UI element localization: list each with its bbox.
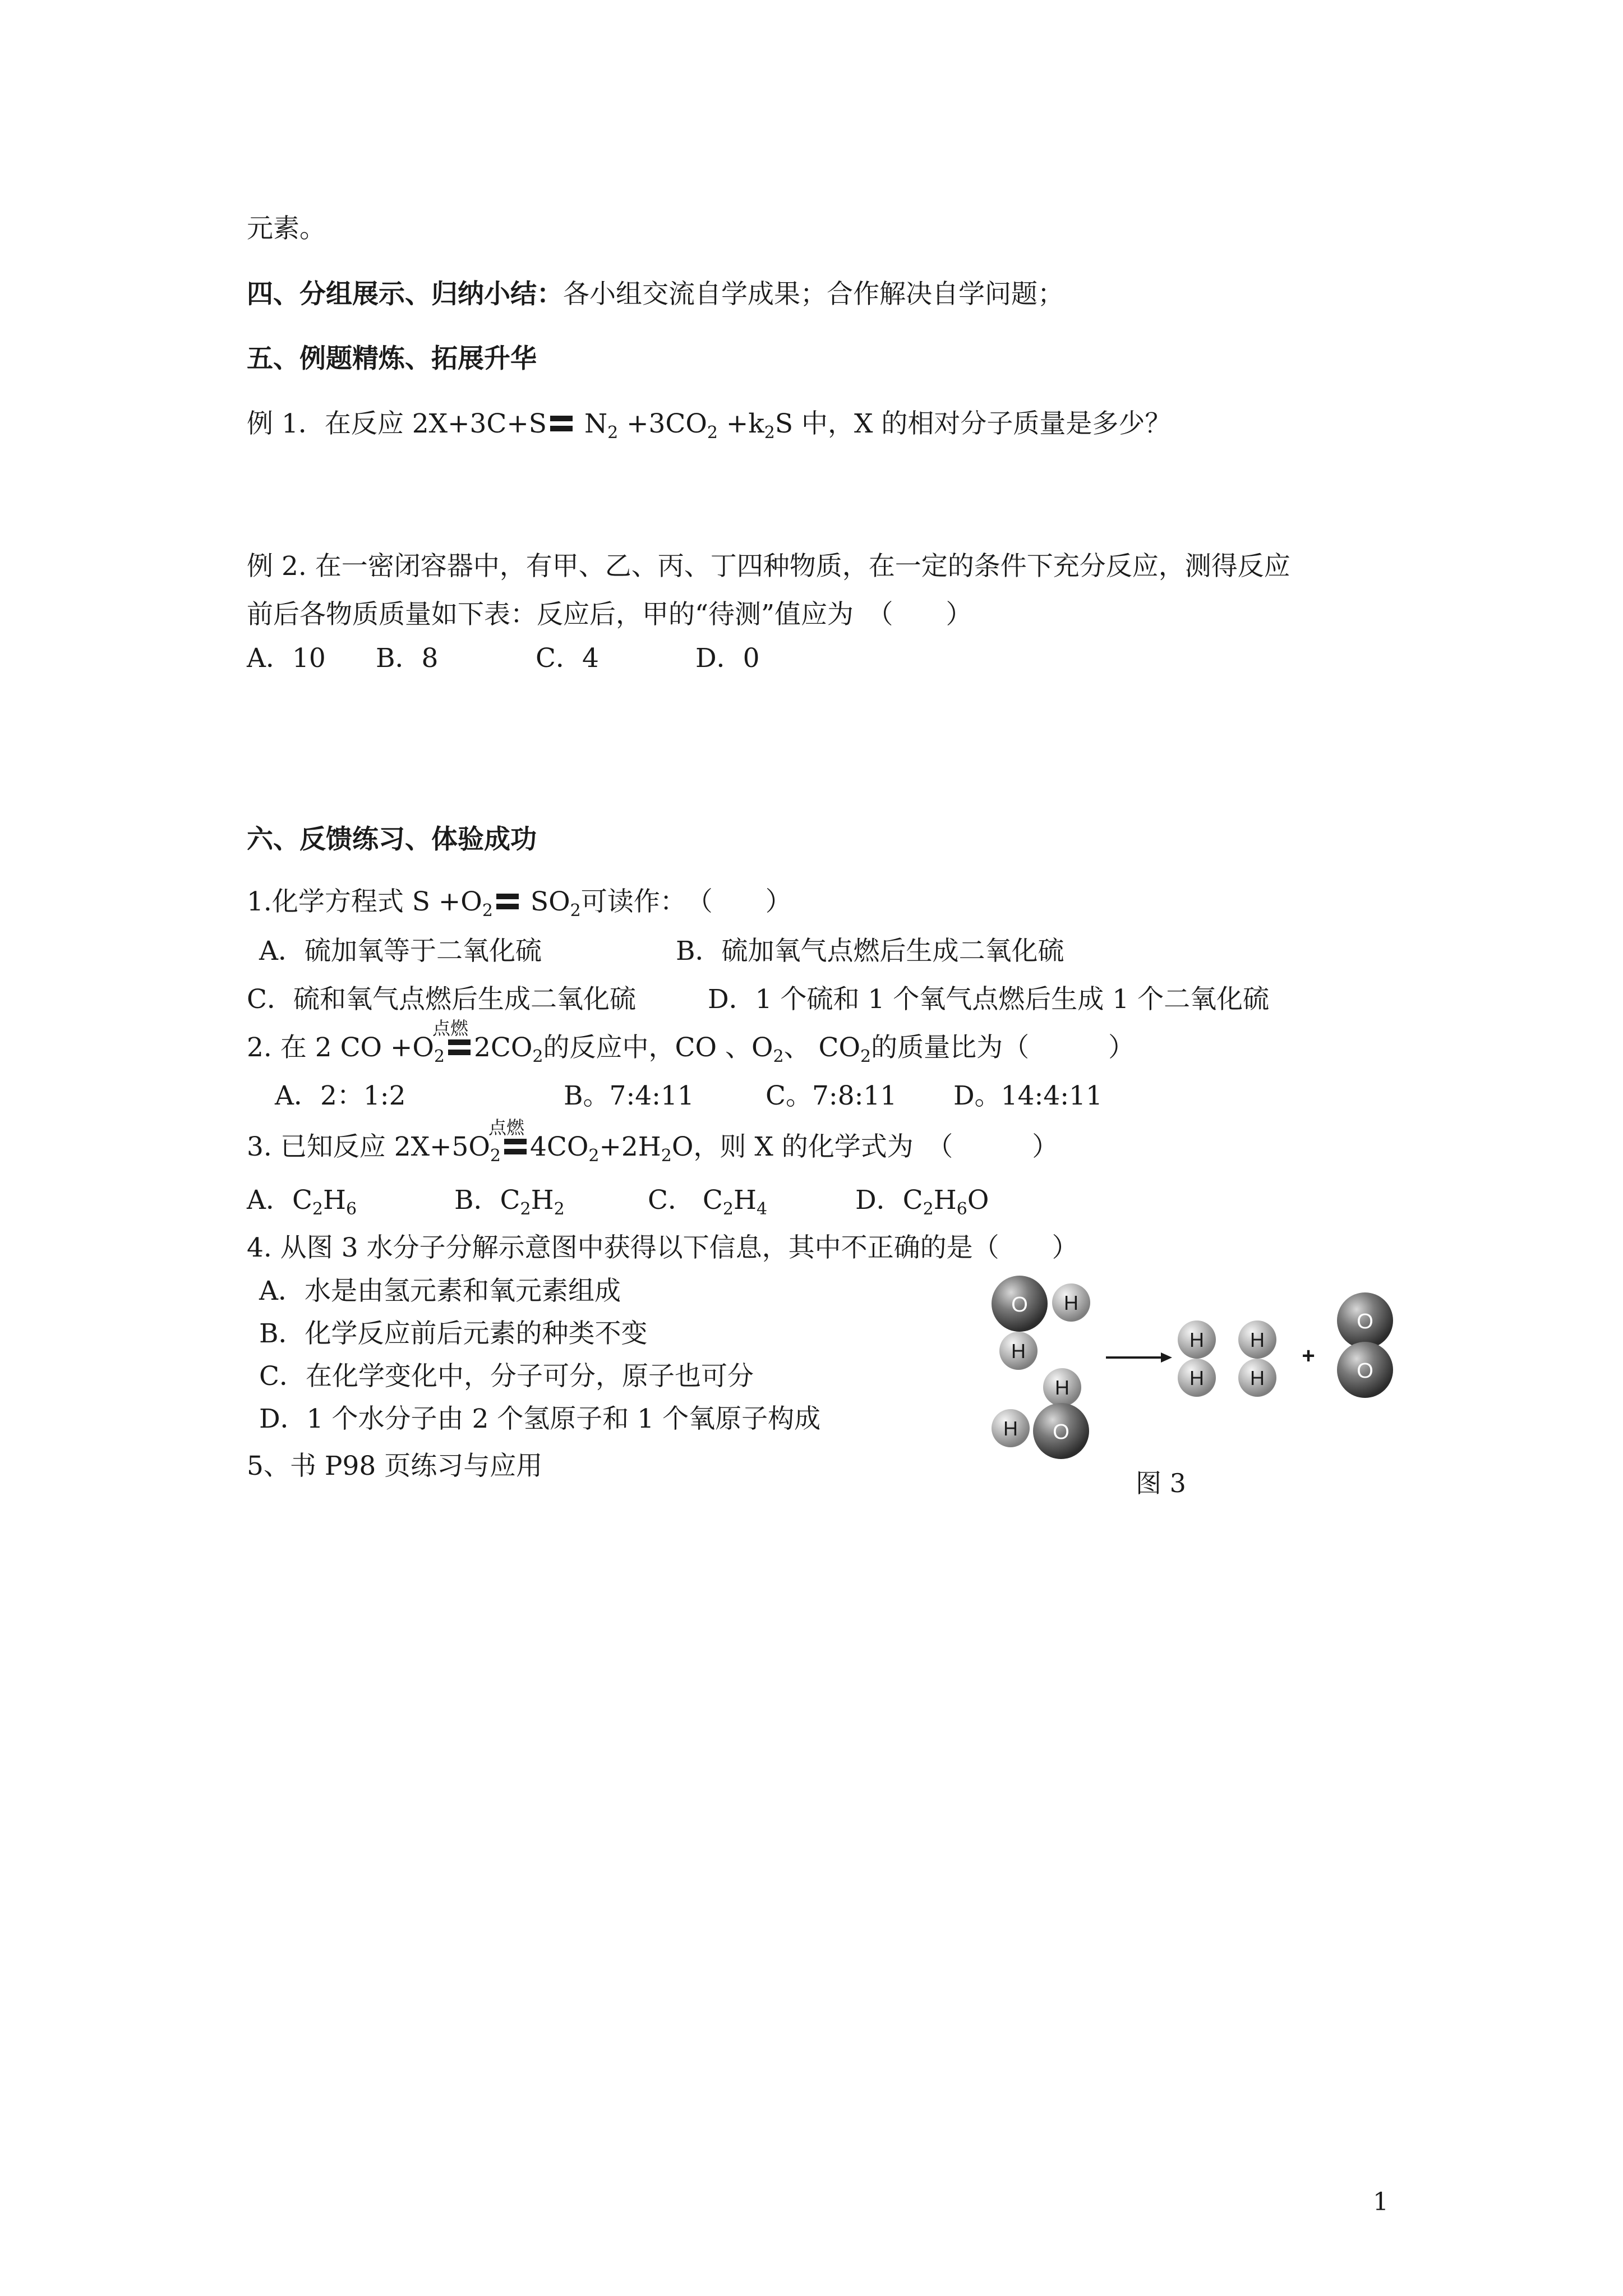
question-2 [247,1018,1135,1066]
equals-sign [496,894,519,909]
ex1-text: 例 1．在反应 2X+3C+S [247,408,547,439]
ex2-option-b: B．8 [376,643,439,674]
q1-option-c: C．硫和氧气点燃后生成二氧化硫 [247,984,636,1015]
ex1-co2: +3CO [618,408,707,439]
q2-option-a: A．2：1:2 [275,1080,406,1111]
section-6-heading: 六、反馈练习、体验成功 [247,824,537,855]
section-5-heading: 五、例题精炼、拓展升华 [247,343,537,374]
hydrogen-molecule-1 [1178,1320,1216,1397]
ex1-co2-sub: 2 [707,423,718,443]
q2-sub: 2 [434,1047,445,1066]
ex2-option-d: D．0 [695,643,760,674]
q2-co2-sub: 2 [532,1047,543,1066]
q1-text: 1.化学方程式 S +O [247,886,482,917]
reaction-condition: 点燃 [432,1018,469,1039]
q4-option-c: C．在化学变化中，分子可分，原子也可分 [259,1361,754,1392]
q2-option-d: D。14:4:11 [953,1080,1103,1111]
section-4-text: 各小组交流自学成果；合作解决自学问题； [563,279,1064,310]
q2-option-c: C。7:8:11 [766,1080,897,1111]
q1-options-ab [259,935,1064,968]
ex1-n: N [584,408,608,439]
q2-mid: 的反应中，CO 、O [543,1032,773,1063]
q4-option-d: D．1 个水分子由 2 个氢原子和 1 个氧原子构成 [259,1404,821,1434]
text-fragment: 元素。 [247,213,326,244]
ex1-k-sub: 2 [764,423,775,443]
q1-option-b: B．硫加氧气点燃后生成二氧化硫 [676,936,1064,967]
q4-option-b: B．化学反应前后元素的种类不变 [259,1318,648,1349]
example-1 [247,407,1171,441]
q2-option-b: B。7:4:11 [564,1080,694,1111]
oxygen-molecule [1337,1292,1393,1398]
section-4 [247,278,1064,311]
question-5: 5、书 P98 页练习与应用 [247,1451,543,1481]
question-4: 4. 从图 3 水分子分解示意图中获得以下信息，其中不正确的是（ ） [247,1232,1078,1263]
q3-tail: O，则 X 的化学式为 （ ） [671,1131,1059,1162]
q3-sub: 2 [490,1146,501,1166]
q3-co2-sub: 2 [588,1146,600,1166]
svg-text:O: O [1357,1310,1373,1333]
svg-text:H: H [1011,1340,1026,1363]
q3-h2o: +2H [599,1131,661,1162]
q3-h2o-sub: 2 [661,1146,672,1166]
svg-text:H: H [1064,1291,1078,1314]
q1-tail: 可读作： （ ） [580,886,792,917]
q1-sub: 2 [482,901,493,921]
figure-3-water-decomposition [987,1251,1413,1503]
q1-options-cd [247,983,1269,1016]
ex1-k: +k [717,408,764,439]
q1-option-d: D．1 个硫和 1 个氧气点燃后生成 1 个二氧化硫 [708,984,1270,1015]
q3-option-b: B．$C_2H_2$ [454,1185,565,1219]
svg-text:O: O [1053,1420,1069,1444]
ex2-option-a: A．10 [247,643,326,674]
example-2-line2: 前后各物质质量如下表：反应后，甲的“待测”值应为 （ ） [247,599,972,630]
example-2-line1: 例 2. 在一密闭容器中，有甲、乙、丙、丁四种物质，在一定的条件下充分反应，测得反应 [247,551,1290,582]
hydrogen-molecule-2 [1238,1320,1276,1397]
reaction-arrow-icon [1106,1352,1172,1363]
plus-sign: + [1302,1343,1315,1368]
q1-option-a: A．硫加氧等于二氧化硫 [259,936,542,967]
equals-sign [432,1018,471,1055]
ex1-n-sub: 2 [607,423,619,443]
question-3 [247,1117,1059,1166]
q2-co2b-sub: 2 [860,1047,872,1066]
section-4-heading: 四、分组展示、归纳小结： [247,279,563,310]
q1-so2-sub: 2 [570,901,581,921]
figure-caption: 图 3 [1136,1468,1186,1498]
ex1-question: S 中，X 的相对分子质量是多少？ [774,408,1172,439]
svg-text:O: O [1011,1293,1028,1317]
q2-o2-sub: 2 [773,1047,784,1066]
q3-co2: 4CO [530,1131,589,1162]
ex2-option-c: C．4 [536,643,599,674]
svg-text:H: H [1250,1328,1265,1351]
q3-option-c: C． $C_2H_4$ [648,1185,768,1219]
q2-co2b: 、 CO [783,1032,861,1063]
q3-text: 3. 已知反应 2X+5O [247,1131,490,1162]
water-molecule-1 [992,1276,1090,1370]
svg-text:H: H [1003,1417,1018,1440]
q2-text: 2. 在 2 CO +O [247,1032,434,1063]
q3-options [247,1184,989,1217]
page-number: 1 [1373,2188,1389,2216]
q2-options [275,1079,1103,1113]
water-molecule-2 [992,1368,1089,1459]
q3-option-d: D．$C_2H_6O$ [855,1185,989,1219]
q1-so2: SO [522,886,570,917]
svg-text:H: H [1189,1328,1204,1351]
equals-sign [550,416,573,431]
q2-co2: 2CO [474,1032,533,1063]
svg-text:O: O [1357,1359,1373,1383]
question-1 [247,885,792,919]
equals-sign [488,1117,527,1154]
svg-text:H: H [1250,1366,1265,1389]
svg-text:H: H [1189,1366,1204,1389]
q2-tail: 的质量比为（ ） [871,1032,1135,1063]
q3-option-a: A．$C_2H_6$ [247,1185,357,1219]
example-2-options [247,642,760,675]
q4-option-a: A．水是由氢元素和氧元素组成 [259,1276,621,1306]
reaction-condition: 点燃 [488,1117,525,1138]
svg-text:H: H [1055,1376,1069,1399]
